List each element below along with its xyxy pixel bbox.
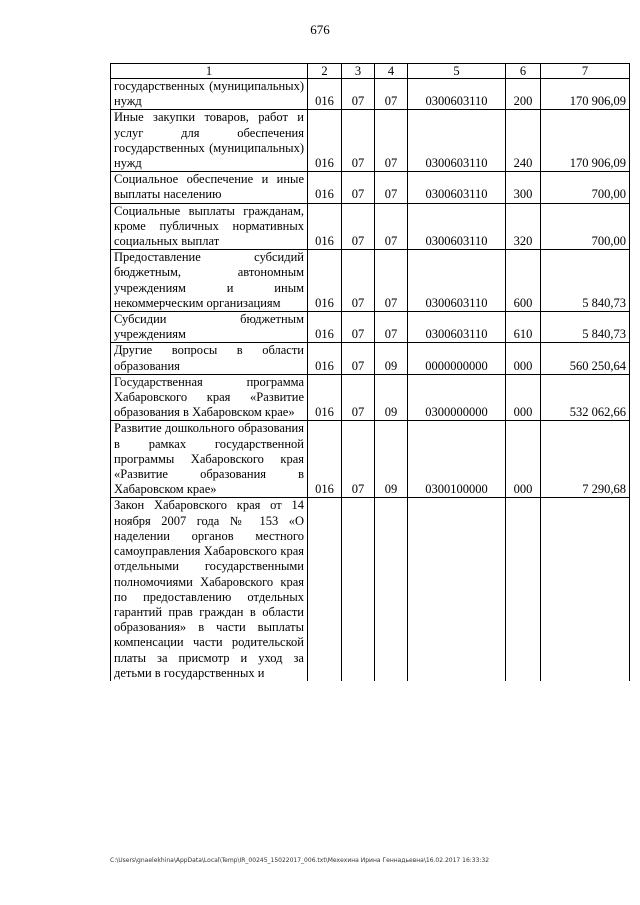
row-ministry: 016 (308, 79, 342, 110)
row-ministry: 016 (308, 172, 342, 203)
table-row (111, 203, 630, 250)
row-section: 07 (342, 312, 375, 343)
row-name: Иные закупки товаров, работ и услуг для обеспечения государственных (муниципальных) нужд (111, 110, 308, 172)
row-target: 0300000000 (408, 374, 506, 421)
row-name: Государственная программа Хабаровского края «Развитие образования в Хабаровском крае» (111, 374, 308, 421)
row-name: государственных (муниципальных) нужд (111, 79, 308, 110)
row-ministry: 016 (308, 312, 342, 343)
row-section (342, 498, 375, 681)
row-amount (541, 498, 630, 681)
row-name: Предоставление субсидий бюджетным, автономным учреждениям и иным некоммерческим организациям (111, 250, 308, 312)
row-section: 07 (342, 421, 375, 498)
row-ministry: 016 (308, 203, 342, 250)
row-target: 0000000000 (408, 343, 506, 374)
row-expense-type: 000 (506, 343, 541, 374)
row-amount: 5 840,73 (541, 250, 630, 312)
row-subsection: 07 (375, 172, 408, 203)
table-row (111, 250, 630, 312)
row-amount: 7 290,68 (541, 421, 630, 498)
row-name: Развитие дошкольного образования в рамках государственной программы Хабаровского края «Развитие образования в Хабаровском крае» (111, 421, 308, 498)
table-row (111, 312, 630, 343)
row-section: 07 (342, 343, 375, 374)
col-header-expense-type: 6 (506, 64, 541, 79)
page-number: 676 (310, 22, 330, 37)
row-amount: 700,00 (541, 203, 630, 250)
row-target: 0300603110 (408, 79, 506, 110)
row-expense-type (506, 498, 541, 681)
row-name: Социальные выплаты гражданам, кроме публичных нормативных социальных выплат (111, 203, 308, 250)
row-subsection (375, 498, 408, 681)
row-amount: 170 906,09 (541, 110, 630, 172)
row-section: 07 (342, 374, 375, 421)
row-expense-type: 240 (506, 110, 541, 172)
row-subsection: 07 (375, 312, 408, 343)
row-expense-type: 610 (506, 312, 541, 343)
table-header-row (111, 64, 630, 79)
budget-table (110, 63, 630, 681)
row-subsection: 07 (375, 203, 408, 250)
row-amount: 560 250,64 (541, 343, 630, 374)
row-target: 0300603110 (408, 203, 506, 250)
row-ministry: 016 (308, 374, 342, 421)
row-subsection: 09 (375, 374, 408, 421)
file-path-footer: C:\Users\gnaelekhina\AppData\Local\Temp\IR_00245_15022017_006.txt\Мехехина Ирина Геннадьевна\16.02.2017 16:33:32 (110, 857, 490, 864)
row-expense-type: 300 (506, 172, 541, 203)
row-expense-type: 000 (506, 374, 541, 421)
row-ministry: 016 (308, 250, 342, 312)
row-target: 0300603110 (408, 110, 506, 172)
row-amount: 170 906,09 (541, 79, 630, 110)
table-row (111, 374, 630, 421)
row-subsection: 07 (375, 79, 408, 110)
row-subsection: 09 (375, 421, 408, 498)
table-row (111, 421, 630, 498)
col-header-section: 3 (342, 64, 375, 79)
row-name: Другие вопросы в области образования (111, 343, 308, 374)
row-subsection: 07 (375, 110, 408, 172)
row-amount: 700,00 (541, 172, 630, 203)
col-header-ministry: 2 (308, 64, 342, 79)
col-header-target: 5 (408, 64, 506, 79)
row-name: Социальное обеспечение и иные выплаты населению (111, 172, 308, 203)
table-row (111, 343, 630, 374)
row-target: 0300603110 (408, 250, 506, 312)
row-subsection: 09 (375, 343, 408, 374)
row-target: 0300603110 (408, 172, 506, 203)
row-section: 07 (342, 203, 375, 250)
row-expense-type: 000 (506, 421, 541, 498)
table-row (111, 498, 630, 681)
row-section: 07 (342, 172, 375, 203)
row-ministry: 016 (308, 110, 342, 172)
col-header-subsection: 4 (375, 64, 408, 79)
table-row (111, 172, 630, 203)
table-row (111, 110, 630, 172)
row-ministry: 016 (308, 343, 342, 374)
row-target: 0300603110 (408, 312, 506, 343)
col-header-amount: 7 (541, 64, 630, 79)
row-section: 07 (342, 79, 375, 110)
table-row (111, 79, 630, 110)
row-expense-type: 200 (506, 79, 541, 110)
row-ministry: 016 (308, 421, 342, 498)
row-target (408, 498, 506, 681)
row-name: Субсидии бюджетным учреждениям (111, 312, 308, 343)
row-target: 0300100000 (408, 421, 506, 498)
row-amount: 5 840,73 (541, 312, 630, 343)
row-expense-type: 320 (506, 203, 541, 250)
row-section: 07 (342, 110, 375, 172)
row-amount: 532 062,66 (541, 374, 630, 421)
row-name: Закон Хабаровского края от 14 ноября 2007 года № 153 «О наделении органов местного самоуправления Хабаровского края отдельными государственными полномочиями Хабаровского края по предоставлению отдельных гарантий прав граждан в области образования» в части выплаты компенсации части родительской платы за присмотр и уход за детьми в государственных и (111, 498, 308, 681)
row-expense-type: 600 (506, 250, 541, 312)
row-ministry (308, 498, 342, 681)
row-subsection: 07 (375, 250, 408, 312)
col-header-name: 1 (111, 64, 308, 79)
row-section: 07 (342, 250, 375, 312)
